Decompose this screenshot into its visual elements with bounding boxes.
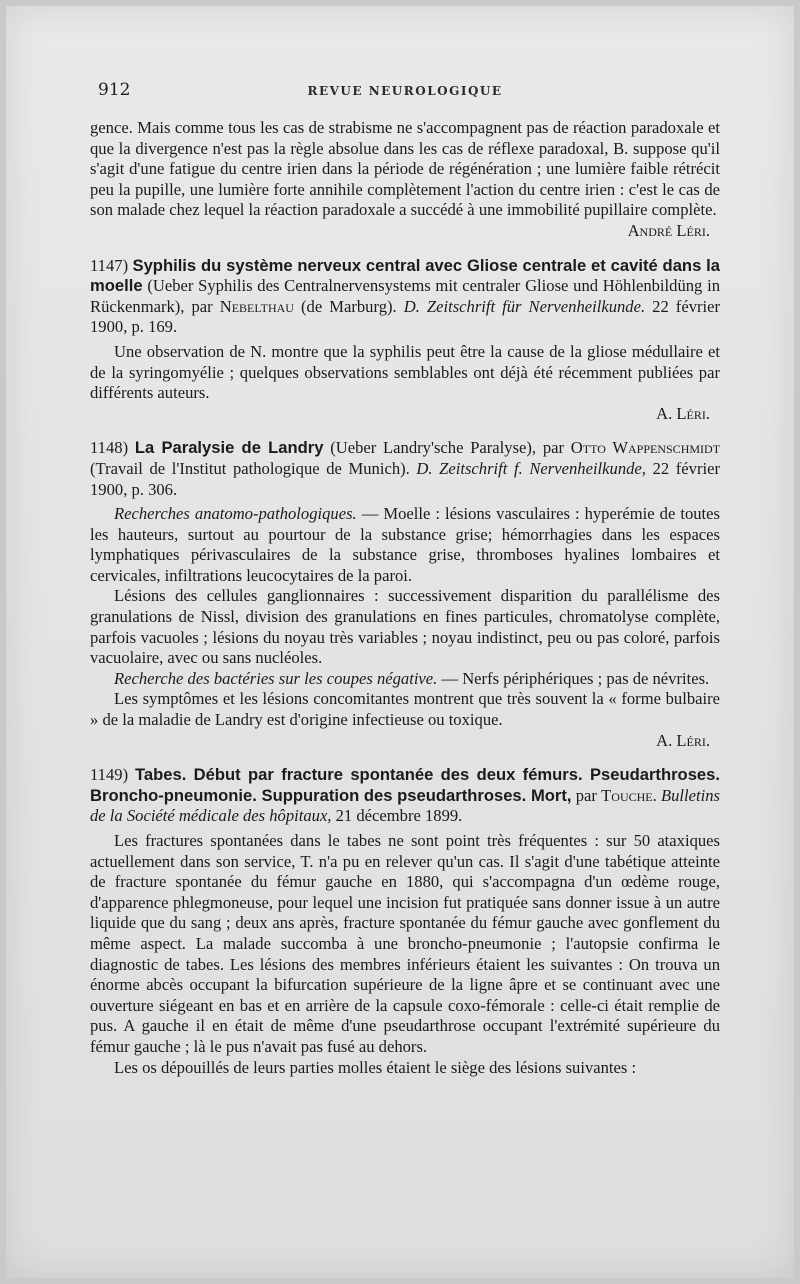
entry-number: 1148) xyxy=(90,438,129,458)
entry-date: 22 février 1900, p. 169. xyxy=(90,296,721,337)
entry-subtitle: (Ueber Syphilis des Centralnervensystems mit centraler Gliose und Höhlenbildüng in Rückenmark), par xyxy=(90,276,720,316)
entry-heading xyxy=(90,438,720,500)
entry-heading xyxy=(90,256,720,338)
abstract-entry-1149 xyxy=(90,765,720,1078)
body-text: — Nerfs périphériques ; pas de névrites. xyxy=(437,668,710,688)
entry-title: Tabes. Début par fracture spontanée des deux fémurs. Pseudarthroses. Broncho-pneumonie. Suppuration des pseudarthroses. Mort, xyxy=(90,765,720,805)
entry-body xyxy=(90,669,720,690)
entry-number: 1149) xyxy=(90,765,129,785)
page-header xyxy=(90,80,720,104)
entry-body: Lésions des cellules ganglionnaires : successivement disparition du parallélisme des granulations de Nissl, division des granulations en fines particules, chromatolyse complète, parfois vacuoles ; lésions du noyau très variables ; noyau indistinct, peu ou pas coloré, parfois vacuolaire, avec ou sans nucléoles. xyxy=(90,586,720,668)
entry-journal: D. Zeitschrift für Nervenheilkunde. xyxy=(403,296,646,316)
running-title: REVUE NEUROLOGIQUE xyxy=(307,84,503,98)
entry-body: Les fractures spontanées dans le tabes ne sont point très fréquentes : sur 50 ataxiques actuellement dans son service, T. n'a pu en relever qu'un cas. Il s'agit d'une tabétique atteinte de fracture spontanée du fémur gauche en 1880, qui s'accompagna d'un œdème rouge, d'apparence phlegmoneuse, pour lequel une incision fut pratiquée sans donner issue à un autre liquide que du sang ; deux ans après, fracture spontanée du fémur gauche avec gonflement du même aspect. La malade succomba à une broncho-pneumonie ; l'autopsie confirma le diagnostic de tabes. Les lésions des membres inférieurs étaient les suivantes : On trouva un énorme abcès occupant la bifurcation supérieure de la ligne âpre et se continuant avec une ouverture siégeant en bas et en arrière de la capsule coxo-fémorale : celle-ci était remplie de pus. A gauche il en était de même d'une pseudarthrose occupant l'extrémité supérieure du fémur gauche ; là le pus n'avait pas fusé au dehors. xyxy=(90,831,720,1056)
entry-journal: D. Zeitschrift f. Nervenheilkunde, xyxy=(416,458,646,478)
entry-subtitle: (Ueber Landry'sche Paralyse), par xyxy=(330,438,565,458)
entry-date: 21 décembre 1899. xyxy=(335,806,463,826)
continuation-paragraph: gence. Mais comme tous les cas de strabisme ne s'accompagnent pas de réaction paradoxale et que la divergence n'est pas la règle absolue dans les cas de réflexe paradoxal, B. suppose qu'il s'agit d'une fatigue du centre irien dans la période de régénération ; une lumière faible rétrécit peu la pupille, une lumière forte annihile complètement l'action du centre irien : c'est le cas de son malade chez lequel la réaction paradoxale a succédé à une immobilité pupillaire complète. xyxy=(90,118,720,220)
entry-date: 22 février 1900, p. 306. xyxy=(90,458,720,499)
entry-title: La Paralysie de Landry xyxy=(134,438,324,458)
body-text: — Moelle : lésions vasculaires : hyperémie de toutes les hauteurs, surtout au pourtour de la substance grise; hémorrhagies dans les espaces lymphatiques périvasculaires de la substance grise, thromboses hyalines lombaires et cervicales, infiltrations leucocytaires de la paroi. xyxy=(90,504,720,585)
entry-body xyxy=(90,504,720,586)
signature: A. Léri. xyxy=(656,730,710,750)
entry-author-note: (Travail de l'Institut pathologique de Munich). xyxy=(90,458,410,478)
entry-journal: Bulletins de la Société médicale des hôpitaux, xyxy=(90,785,720,826)
text-column xyxy=(90,118,720,1078)
entry-body: Les symptômes et les lésions concomitantes montrent que très souvent la « forme bulbaire » de la maladie de Landry est d'origine infectieuse ou toxique. xyxy=(90,689,720,730)
entry-heading xyxy=(90,765,720,827)
entry-author: Otto Wappenschmidt xyxy=(570,438,721,458)
entry-body: Une observation de N. montre que la syphilis peut être la cause de la gliose médullaire et de la syringomyélie ; quelques observations semblables ont déjà été récemment publiées par différents auteurs. xyxy=(90,341,720,403)
entry-title: Syphilis du système nerveux central avec Gliose centrale et cavité dans la moelle xyxy=(90,255,720,296)
entry-author-note: (de Marburg). xyxy=(301,296,397,316)
signature: A. Léri. xyxy=(656,403,710,423)
abstract-entry-1148 xyxy=(90,438,720,751)
entry-body: Les os dépouillés de leurs parties molles étaient le siège des lésions suivantes : xyxy=(114,1057,637,1077)
body-lead: Recherches anatomo-pathologiques. xyxy=(114,504,357,524)
body-lead: Recherche des bactéries sur les coupes négative. xyxy=(114,668,438,688)
entry-author: Nebelthau xyxy=(219,296,294,316)
abstract-entry-1147 xyxy=(90,256,720,425)
entry-number: 1147) xyxy=(90,255,129,275)
page-number: 912 xyxy=(98,80,131,100)
scanned-page xyxy=(6,6,794,1278)
signature: André Léri. xyxy=(627,220,710,240)
entry-author: Touche. xyxy=(601,785,657,805)
entry-subtitle: par xyxy=(575,785,597,805)
